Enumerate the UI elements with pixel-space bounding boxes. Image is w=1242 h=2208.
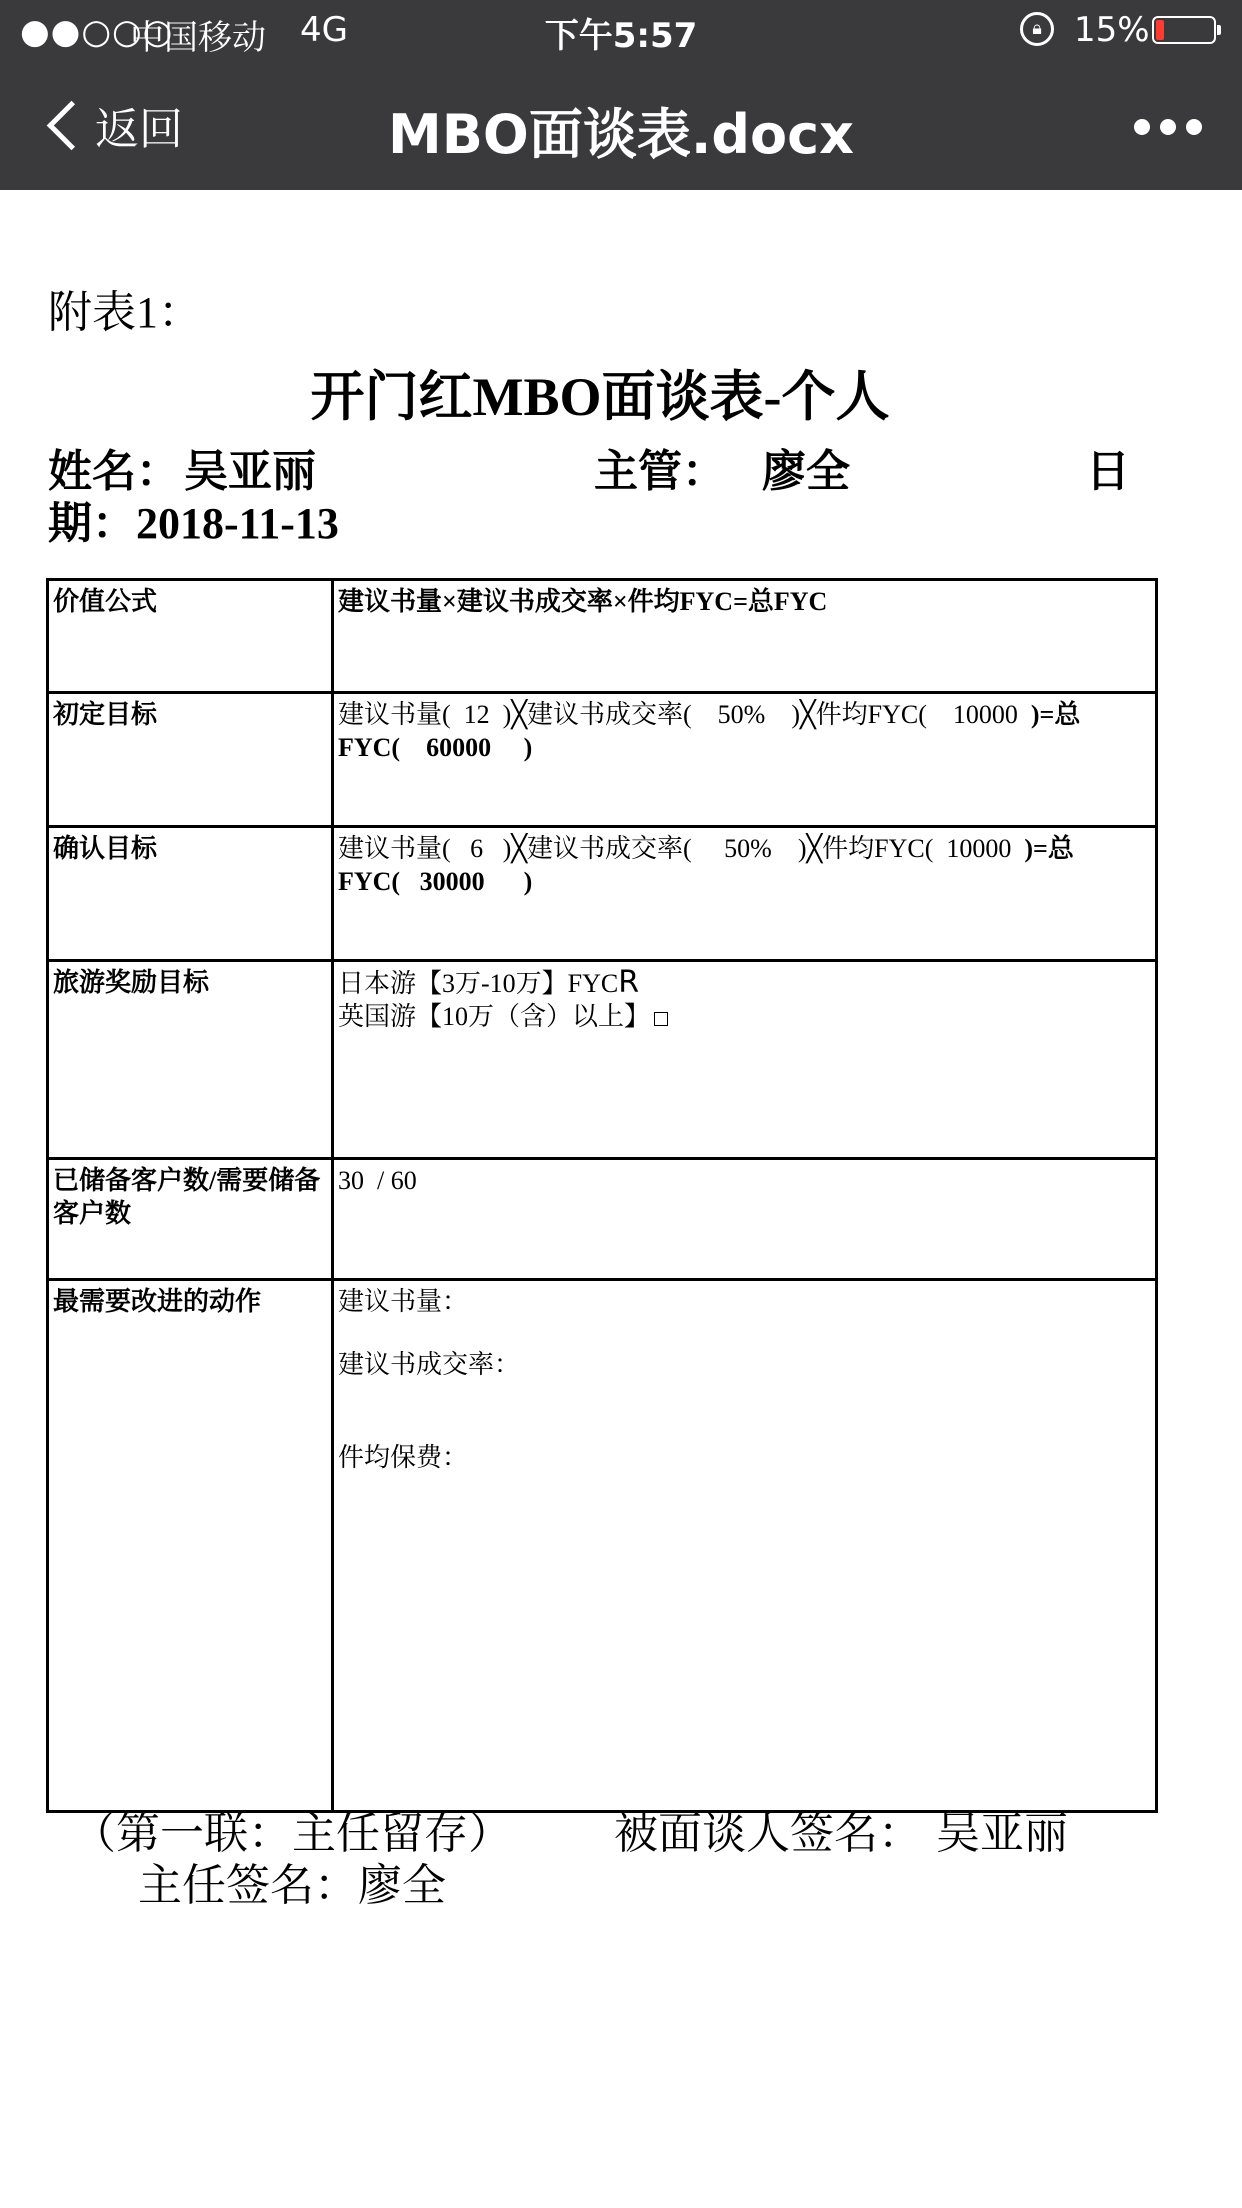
text-fragment: )=总 (1024, 834, 1074, 863)
date-label-part2: 期： (48, 499, 136, 548)
copy-note: （第一联：主任留存） (72, 1808, 512, 1859)
battery-icon (1152, 16, 1216, 44)
battery-tip (1217, 25, 1221, 35)
text-fragment: 建议书量( (338, 834, 451, 863)
manager-label: 主管： (594, 447, 726, 496)
uk-trip-checkbox[interactable] (654, 1012, 668, 1026)
needed-customers: 60 (390, 1166, 417, 1195)
table-row (48, 580, 1157, 693)
total-fyc: 60000 (426, 733, 492, 762)
text-fragment: 建议书量( (338, 700, 451, 729)
nav-bar (0, 62, 1242, 190)
improve-cell (333, 1280, 1157, 1812)
more-dot (1160, 119, 1176, 135)
more-dot (1134, 119, 1150, 135)
row-label: 旅游奖励目标 (48, 961, 333, 1159)
close-rate: 50% (724, 834, 772, 863)
japan-trip-mark: R (618, 965, 640, 1000)
uk-trip-option: 英国游【10万（含）以上】 (338, 1002, 651, 1031)
text-fragment: FYC( (338, 733, 401, 762)
table-row (48, 827, 1157, 961)
avg-fyc: 10000 (952, 700, 1018, 729)
table-row (48, 693, 1157, 827)
interviewee-value: 吴亚丽 (936, 1808, 1068, 1859)
back-label: 返回 (95, 104, 183, 155)
text-fragment: ) (523, 867, 533, 896)
row-label: 价值公式 (48, 580, 333, 693)
total-fyc: 30000 (419, 867, 485, 896)
improve-item: 建议书量： (338, 1287, 469, 1316)
reserved-customers: 30 (338, 1166, 364, 1195)
text-fragment: )=总 (1030, 700, 1081, 729)
name-label: 姓名： (48, 447, 180, 496)
text-fragment: FYC( (338, 867, 401, 896)
text-fragment: )╳件均FYC( (797, 834, 934, 863)
proposal-count: 12 (463, 700, 490, 729)
header-info (48, 446, 1158, 550)
battery-level-fill (1156, 20, 1164, 40)
travel-reward-cell (333, 961, 1157, 1159)
formula-text: 建议书量×建议书成交率×件均FYC=总FYC (333, 580, 1157, 693)
text-fragment: )╳件均FYC( (791, 700, 927, 729)
status-time: 下午5:57 (544, 16, 698, 56)
text-fragment: )╳建议书成交率( (502, 700, 692, 729)
date-label-part1: 日 (1086, 447, 1130, 496)
page-title: MBO面谈表.docx (388, 103, 854, 166)
confirmed-target-cell (333, 827, 1157, 961)
mbo-table (46, 578, 1158, 1813)
network-type: 4G (300, 10, 348, 50)
separator: / (377, 1166, 385, 1195)
battery-percent: 15% (1074, 10, 1150, 50)
date-value: 2018-11-13 (136, 499, 339, 548)
row-label: 最需要改进的动作 (48, 1280, 333, 1812)
initial-target-cell (333, 693, 1157, 827)
row-label: 确认目标 (48, 827, 333, 961)
manager-value: 廖全 (762, 447, 850, 496)
supervisor-signature (138, 1860, 446, 1912)
avg-fyc: 10000 (946, 834, 1012, 863)
text-fragment: ) (523, 733, 533, 762)
top-bar (0, 0, 1242, 190)
row-label: 初定目标 (48, 693, 333, 827)
rotation-lock-icon: 🔒︎ (1020, 12, 1054, 46)
japan-trip-option: 日本游【3万-10万】FYC (338, 969, 619, 998)
more-dot (1186, 119, 1202, 135)
improve-item: 建议书成交率： (338, 1350, 521, 1379)
proposal-count: 6 (470, 834, 484, 863)
table-row (48, 1159, 1157, 1280)
document-title: 开门红MBO面谈表-个人 (310, 367, 890, 427)
close-rate: 50% (717, 700, 766, 729)
text-fragment: )╳建议书成交率( (502, 834, 692, 863)
more-icon[interactable] (1134, 102, 1202, 152)
supervisor-value: 廖全 (358, 1860, 446, 1911)
document-view[interactable] (0, 190, 1242, 2208)
name-value: 吴亚丽 (184, 447, 316, 496)
interviewee-label: 被面谈人签名： (614, 1808, 922, 1859)
signal-strength-icon: ●●○○○ (20, 12, 174, 52)
table-row (48, 961, 1157, 1159)
annex-label: 附表1： (48, 288, 202, 337)
carrier-name: 中国移动 (130, 18, 266, 58)
status-bar (0, 0, 1242, 62)
table-row (48, 1280, 1157, 1812)
improve-item: 件均保费： (338, 1443, 469, 1472)
interviewee-signature (614, 1808, 1068, 1860)
row-label: 已储备客户数/需要储备客户数 (48, 1159, 333, 1280)
supervisor-label: 主任签名： (138, 1860, 358, 1911)
customers-cell (333, 1159, 1157, 1280)
